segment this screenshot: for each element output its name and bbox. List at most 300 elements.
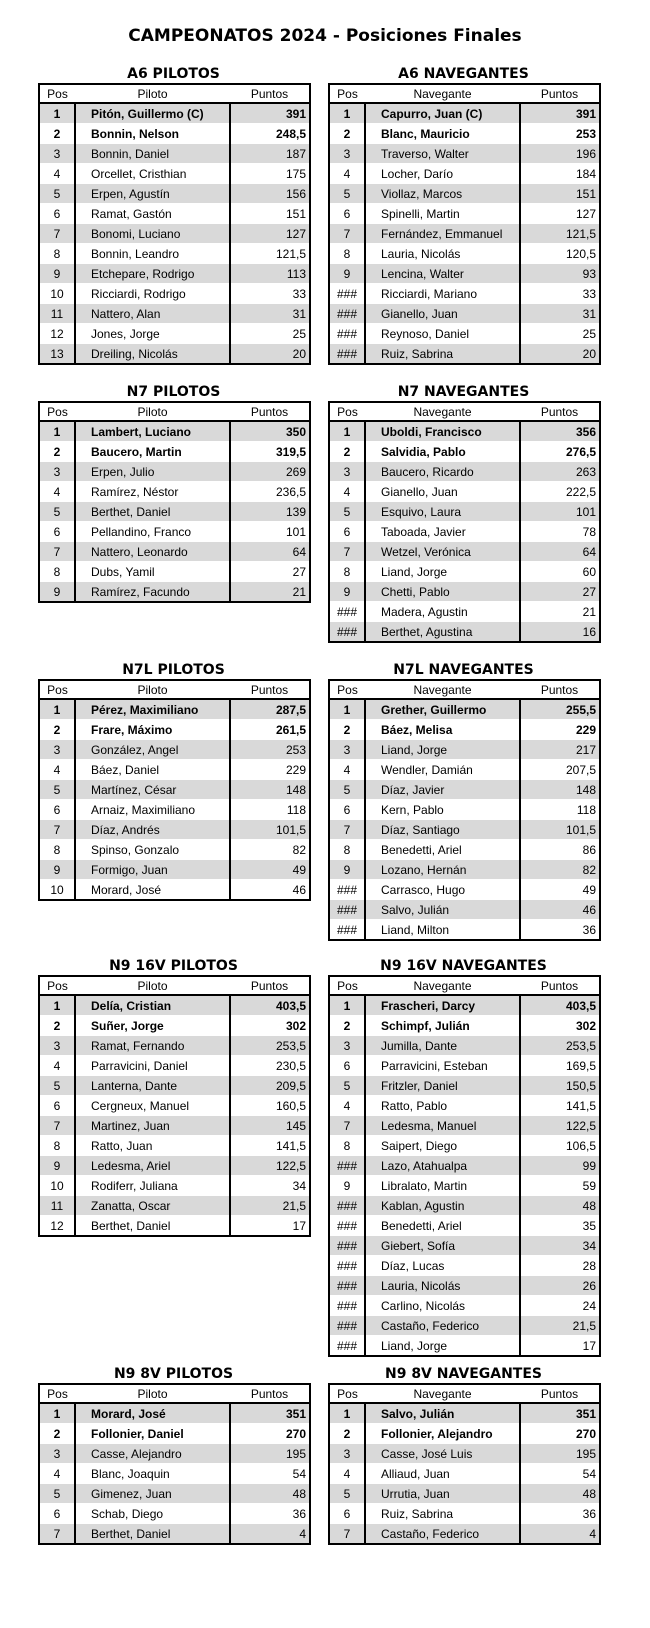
points-cell: 48: [520, 1196, 600, 1216]
table-row: [39, 542, 310, 562]
name-cell: Capurro, Juan (C): [365, 103, 520, 124]
table-header-row: [39, 680, 310, 699]
table-row: [329, 1403, 600, 1424]
table-title: A6 NAVEGANTES: [398, 66, 529, 82]
position-cell: 1: [39, 699, 75, 720]
points-cell: 217: [520, 740, 600, 760]
table-row: [329, 1276, 600, 1296]
points-cell: 101: [520, 502, 600, 522]
points-cell: 4: [230, 1524, 310, 1545]
table-row: [39, 1016, 310, 1036]
position-cell: 6: [329, 204, 365, 224]
table-row: [329, 1056, 600, 1076]
points-cell: 122,5: [520, 1116, 600, 1136]
column-header-name: Navegante: [365, 84, 520, 103]
name-cell: Dubs, Yamil: [75, 562, 230, 582]
name-cell: Kern, Pablo: [365, 800, 520, 820]
position-cell: 5: [39, 780, 75, 800]
points-cell: 82: [520, 860, 600, 880]
name-cell: Casse, José Luis: [365, 1444, 520, 1464]
name-cell: Castaño, Federico: [365, 1524, 520, 1545]
table-row: [329, 1424, 600, 1444]
points-cell: 54: [520, 1464, 600, 1484]
name-cell: Wetzel, Verónica: [365, 542, 520, 562]
position-cell: 3: [329, 1444, 365, 1464]
points-cell: 82: [230, 840, 310, 860]
position-cell: 4: [329, 1096, 365, 1116]
name-cell: Ratto, Pablo: [365, 1096, 520, 1116]
name-cell: Ramat, Gastón: [75, 204, 230, 224]
points-cell: 196: [520, 144, 600, 164]
position-cell: 4: [329, 164, 365, 184]
name-cell: Lencina, Walter: [365, 264, 520, 284]
position-cell: 5: [39, 1076, 75, 1096]
name-cell: Jumilla, Dante: [365, 1036, 520, 1056]
name-cell: Frascheri, Darcy: [365, 995, 520, 1016]
table-row: [329, 1216, 600, 1236]
table-row: [329, 1096, 600, 1116]
name-cell: Berthet, Daniel: [75, 1524, 230, 1545]
position-cell: 1: [329, 699, 365, 720]
name-cell: Carlino, Nicolás: [365, 1296, 520, 1316]
points-cell: 48: [230, 1484, 310, 1504]
n7-navegantes-table: [328, 401, 601, 643]
points-cell: 145: [230, 1116, 310, 1136]
name-cell: Nattero, Alan: [75, 304, 230, 324]
page-title: CAMPEONATOS 2024 - Posiciones Finales: [128, 26, 522, 46]
name-cell: Spinso, Gonzalo: [75, 840, 230, 860]
table-header-row: [39, 84, 310, 103]
position-cell: 9: [329, 1176, 365, 1196]
points-cell: 160,5: [230, 1096, 310, 1116]
points-cell: 209,5: [230, 1076, 310, 1096]
points-cell: 121,5: [230, 244, 310, 264]
table-row: [39, 1036, 310, 1056]
position-cell: 2: [39, 720, 75, 740]
table-row: [329, 1076, 600, 1096]
table-title: N7L NAVEGANTES: [393, 662, 534, 678]
column-header-pos: Pos: [329, 402, 365, 421]
column-header-name: Piloto: [75, 680, 230, 699]
name-cell: Berthet, Daniel: [75, 1216, 230, 1237]
points-cell: 60: [520, 562, 600, 582]
table-row: [329, 1464, 600, 1484]
points-cell: 101,5: [520, 820, 600, 840]
table-row: [39, 1156, 310, 1176]
name-cell: Rodiferr, Juliana: [75, 1176, 230, 1196]
name-cell: Esquivo, Laura: [365, 502, 520, 522]
points-cell: 351: [230, 1403, 310, 1424]
table-row: [329, 1036, 600, 1056]
table-row: [329, 124, 600, 144]
column-header-points: Puntos: [520, 402, 600, 421]
position-cell: 2: [329, 124, 365, 144]
name-cell: Pitón, Guillermo (C): [75, 103, 230, 124]
name-cell: Báez, Daniel: [75, 760, 230, 780]
points-cell: 120,5: [520, 244, 600, 264]
table-row: [39, 1056, 310, 1076]
table-row: [329, 1136, 600, 1156]
name-cell: Giebert, Sofía: [365, 1236, 520, 1256]
position-cell: 4: [329, 1464, 365, 1484]
table-row: [329, 421, 600, 442]
name-cell: Bonnin, Daniel: [75, 144, 230, 164]
points-cell: 49: [520, 880, 600, 900]
table-row: [39, 1524, 310, 1545]
column-header-pos: Pos: [329, 680, 365, 699]
position-cell: 12: [39, 1216, 75, 1237]
name-cell: Gianello, Juan: [365, 304, 520, 324]
name-cell: Lauria, Nicolás: [365, 244, 520, 264]
name-cell: Kablan, Agustin: [365, 1196, 520, 1216]
table-row: [329, 522, 600, 542]
name-cell: Martinez, Juan: [75, 1116, 230, 1136]
position-cell: 8: [329, 840, 365, 860]
position-cell: 3: [329, 462, 365, 482]
name-cell: Benedetti, Ariel: [365, 840, 520, 860]
table-row: [39, 522, 310, 542]
points-cell: 54: [230, 1464, 310, 1484]
table-row: [329, 284, 600, 304]
table-row: [39, 124, 310, 144]
points-cell: 36: [520, 920, 600, 941]
points-cell: 113: [230, 264, 310, 284]
name-cell: Reynoso, Daniel: [365, 324, 520, 344]
position-cell: ###: [329, 304, 365, 324]
table-row: [39, 780, 310, 800]
table-row: [329, 204, 600, 224]
position-cell: 10: [39, 284, 75, 304]
position-cell: 5: [39, 184, 75, 204]
points-cell: 253,5: [520, 1036, 600, 1056]
table-row: [39, 442, 310, 462]
points-cell: 93: [520, 264, 600, 284]
position-cell: 10: [39, 880, 75, 901]
position-cell: ###: [329, 920, 365, 941]
name-cell: Liand, Jorge: [365, 1336, 520, 1357]
position-cell: 7: [329, 224, 365, 244]
position-cell: 2: [39, 1424, 75, 1444]
table-row: [329, 1236, 600, 1256]
position-cell: 7: [39, 1524, 75, 1545]
column-header-points: Puntos: [520, 680, 600, 699]
position-cell: 6: [329, 1056, 365, 1076]
column-header-name: Piloto: [75, 1384, 230, 1403]
name-cell: Dreiling, Nicolás: [75, 344, 230, 365]
table-title: N7 PILOTOS: [126, 384, 221, 400]
points-cell: 151: [230, 204, 310, 224]
points-cell: 403,5: [230, 995, 310, 1016]
position-cell: 6: [329, 1504, 365, 1524]
points-cell: 403,5: [520, 995, 600, 1016]
position-cell: 8: [329, 244, 365, 264]
position-cell: 1: [39, 1403, 75, 1424]
name-cell: Saipert, Diego: [365, 1136, 520, 1156]
name-cell: Liand, Milton: [365, 920, 520, 941]
points-cell: 59: [520, 1176, 600, 1196]
table-row: [39, 1444, 310, 1464]
points-cell: 33: [520, 284, 600, 304]
column-header-pos: Pos: [329, 1384, 365, 1403]
table-row: [329, 224, 600, 244]
points-cell: 263: [520, 462, 600, 482]
points-cell: 175: [230, 164, 310, 184]
table-row: [329, 900, 600, 920]
name-cell: Follonier, Daniel: [75, 1424, 230, 1444]
table-row: [39, 502, 310, 522]
table-row: [329, 1524, 600, 1545]
name-cell: Locher, Darío: [365, 164, 520, 184]
name-cell: Parravicini, Daniel: [75, 1056, 230, 1076]
position-cell: 7: [39, 542, 75, 562]
n7l-navegantes-table: [328, 679, 601, 941]
points-cell: 64: [230, 542, 310, 562]
n7-pilotos-block: [38, 384, 309, 603]
position-cell: 8: [39, 562, 75, 582]
table-row: [329, 482, 600, 502]
points-cell: 351: [520, 1403, 600, 1424]
name-cell: Bonnin, Nelson: [75, 124, 230, 144]
position-cell: ###: [329, 1276, 365, 1296]
table-row: [329, 144, 600, 164]
position-cell: ###: [329, 1256, 365, 1276]
table-row: [329, 602, 600, 622]
table-row: [39, 462, 310, 482]
table-row: [329, 462, 600, 482]
table-row: [329, 1016, 600, 1036]
position-cell: 4: [39, 1056, 75, 1076]
name-cell: Erpen, Agustín: [75, 184, 230, 204]
name-cell: Lozano, Hernán: [365, 860, 520, 880]
points-cell: 121,5: [520, 224, 600, 244]
points-cell: 21,5: [520, 1316, 600, 1336]
position-cell: ###: [329, 602, 365, 622]
column-header-points: Puntos: [520, 976, 600, 995]
name-cell: Benedetti, Ariel: [365, 1216, 520, 1236]
table-row: [329, 264, 600, 284]
position-cell: 7: [329, 542, 365, 562]
points-cell: 17: [230, 1216, 310, 1237]
points-cell: 48: [520, 1484, 600, 1504]
table-row: [329, 502, 600, 522]
name-cell: Etchepare, Rodrigo: [75, 264, 230, 284]
table-row: [329, 244, 600, 264]
table-row: [329, 324, 600, 344]
position-cell: 10: [39, 1176, 75, 1196]
table-row: [39, 880, 310, 901]
name-cell: Follonier, Alejandro: [365, 1424, 520, 1444]
table-row: [329, 1116, 600, 1136]
table-row: [329, 582, 600, 602]
position-cell: ###: [329, 1216, 365, 1236]
name-cell: Delía, Cristian: [75, 995, 230, 1016]
name-cell: Ruiz, Sabrina: [365, 344, 520, 365]
column-header-pos: Pos: [329, 976, 365, 995]
name-cell: Berthet, Agustina: [365, 622, 520, 643]
table-row: [329, 820, 600, 840]
points-cell: 248,5: [230, 124, 310, 144]
points-cell: 34: [520, 1236, 600, 1256]
points-cell: 151: [520, 184, 600, 204]
name-cell: Formigo, Juan: [75, 860, 230, 880]
name-cell: Morard, José: [75, 880, 230, 901]
name-cell: Viollaz, Marcos: [365, 184, 520, 204]
position-cell: 5: [329, 1484, 365, 1504]
a6-pilotos-table: [38, 83, 311, 365]
position-cell: 7: [39, 1116, 75, 1136]
column-header-name: Navegante: [365, 402, 520, 421]
name-cell: Baucero, Martin: [75, 442, 230, 462]
column-header-name: Piloto: [75, 84, 230, 103]
name-cell: Casse, Alejandro: [75, 1444, 230, 1464]
table-row: [329, 184, 600, 204]
position-cell: 4: [39, 164, 75, 184]
n9-8v-pilotos-table: [38, 1383, 311, 1545]
points-cell: 391: [230, 103, 310, 124]
position-cell: 5: [329, 502, 365, 522]
name-cell: Salvo, Julián: [365, 900, 520, 920]
table-row: [329, 760, 600, 780]
name-cell: Lanterna, Dante: [75, 1076, 230, 1096]
name-cell: Wendler, Damián: [365, 760, 520, 780]
points-cell: 195: [520, 1444, 600, 1464]
position-cell: 3: [329, 740, 365, 760]
points-cell: 21: [520, 602, 600, 622]
table-row: [329, 622, 600, 643]
name-cell: Urrutia, Juan: [365, 1484, 520, 1504]
points-cell: 270: [520, 1424, 600, 1444]
table-row: [39, 1196, 310, 1216]
points-cell: 276,5: [520, 442, 600, 462]
n9-16v-navegantes-block: [328, 958, 599, 1357]
name-cell: Bonomi, Luciano: [75, 224, 230, 244]
position-cell: ###: [329, 344, 365, 365]
table-row: [39, 720, 310, 740]
name-cell: Jones, Jorge: [75, 324, 230, 344]
name-cell: Ricciardi, Rodrigo: [75, 284, 230, 304]
position-cell: ###: [329, 900, 365, 920]
table-header-row: [329, 680, 600, 699]
table-row: [329, 1336, 600, 1357]
name-cell: Arnaiz, Maximiliano: [75, 800, 230, 820]
position-cell: 9: [329, 860, 365, 880]
points-cell: 118: [230, 800, 310, 820]
name-cell: Martínez, César: [75, 780, 230, 800]
points-cell: 302: [230, 1016, 310, 1036]
name-cell: Pellandino, Franco: [75, 522, 230, 542]
position-cell: 4: [329, 760, 365, 780]
position-cell: 9: [329, 582, 365, 602]
points-cell: 36: [230, 1504, 310, 1524]
position-cell: 3: [39, 740, 75, 760]
position-cell: 5: [39, 1484, 75, 1504]
position-cell: ###: [329, 1196, 365, 1216]
points-cell: 184: [520, 164, 600, 184]
position-cell: 3: [39, 462, 75, 482]
position-cell: 1: [329, 995, 365, 1016]
points-cell: 64: [520, 542, 600, 562]
table-title: N7L PILOTOS: [122, 662, 225, 678]
position-cell: 3: [329, 144, 365, 164]
position-cell: 7: [329, 1116, 365, 1136]
position-cell: 6: [39, 522, 75, 542]
position-cell: 9: [39, 582, 75, 603]
points-cell: 229: [230, 760, 310, 780]
points-cell: 16: [520, 622, 600, 643]
points-cell: 350: [230, 421, 310, 442]
column-header-name: Navegante: [365, 680, 520, 699]
points-cell: 34: [230, 1176, 310, 1196]
table-row: [329, 800, 600, 820]
name-cell: Ruiz, Sabrina: [365, 1504, 520, 1524]
name-cell: Ramírez, Néstor: [75, 482, 230, 502]
table-row: [329, 1156, 600, 1176]
name-cell: Uboldi, Francisco: [365, 421, 520, 442]
position-cell: 5: [329, 780, 365, 800]
table-row: [39, 103, 310, 124]
name-cell: Parravicini, Esteban: [365, 1056, 520, 1076]
name-cell: Erpen, Julio: [75, 462, 230, 482]
points-cell: 21: [230, 582, 310, 603]
name-cell: Zanatta, Oscar: [75, 1196, 230, 1216]
column-header-name: Piloto: [75, 402, 230, 421]
points-cell: 21,5: [230, 1196, 310, 1216]
position-cell: 5: [39, 502, 75, 522]
points-cell: 118: [520, 800, 600, 820]
n7l-navegantes-block: [328, 662, 599, 941]
points-cell: 33: [230, 284, 310, 304]
table-row: [39, 1136, 310, 1156]
position-cell: 6: [329, 522, 365, 542]
table-header-row: [39, 1384, 310, 1403]
position-cell: 1: [39, 103, 75, 124]
table-row: [39, 1504, 310, 1524]
table-title: N9 16V NAVEGANTES: [380, 958, 547, 974]
name-cell: Carrasco, Hugo: [365, 880, 520, 900]
points-cell: 49: [230, 860, 310, 880]
position-cell: 1: [39, 421, 75, 442]
table-row: [329, 1176, 600, 1196]
name-cell: Baucero, Ricardo: [365, 462, 520, 482]
points-cell: 86: [520, 840, 600, 860]
position-cell: 6: [39, 800, 75, 820]
points-cell: 141,5: [520, 1096, 600, 1116]
position-cell: 1: [329, 1403, 365, 1424]
table-header-row: [39, 402, 310, 421]
position-cell: 2: [39, 124, 75, 144]
table-row: [39, 760, 310, 780]
points-cell: 127: [230, 224, 310, 244]
table-row: [329, 1484, 600, 1504]
name-cell: Nattero, Leonardo: [75, 542, 230, 562]
points-cell: 253: [520, 124, 600, 144]
table-row: [39, 740, 310, 760]
position-cell: 11: [39, 304, 75, 324]
points-cell: 101,5: [230, 820, 310, 840]
name-cell: Schimpf, Julián: [365, 1016, 520, 1036]
position-cell: 2: [39, 1016, 75, 1036]
points-cell: 27: [520, 582, 600, 602]
n7-pilotos-table: [38, 401, 311, 603]
a6-navegantes-table: [328, 83, 601, 365]
n7-navegantes-block: [328, 384, 599, 643]
position-cell: 9: [39, 860, 75, 880]
name-cell: Cergneux, Manuel: [75, 1096, 230, 1116]
table-row: [329, 995, 600, 1016]
name-cell: Ricciardi, Mariano: [365, 284, 520, 304]
column-header-name: Navegante: [365, 1384, 520, 1403]
table-title: N9 8V NAVEGANTES: [384, 1366, 543, 1382]
